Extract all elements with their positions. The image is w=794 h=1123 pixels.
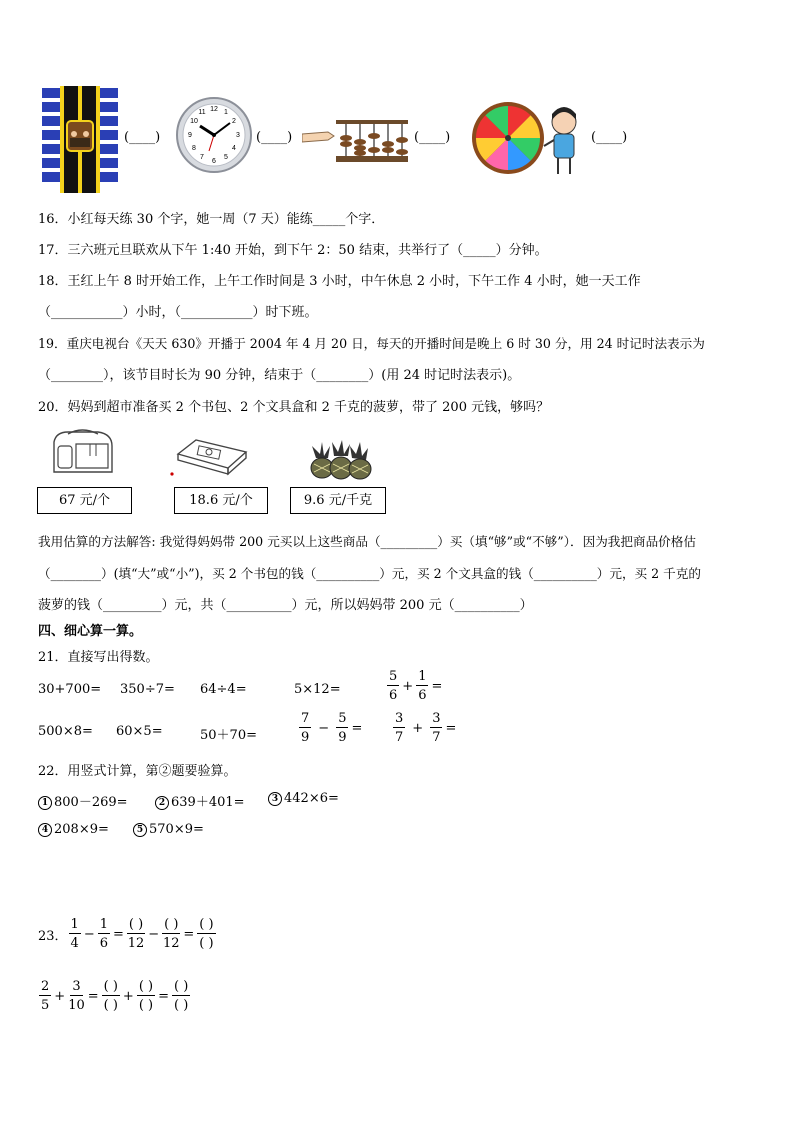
pencil-box-price-box: 18.6 元/个	[174, 487, 268, 514]
q21-item-5: 500×8=	[38, 724, 93, 739]
question-18-line-2: （___________）小时，（___________）时下班。	[38, 305, 318, 320]
svg-text:9: 9	[188, 132, 192, 139]
svg-text:3: 3	[236, 132, 240, 139]
svg-text:2: 2	[232, 118, 236, 125]
schoolbag-price-box: 67 元/个	[37, 487, 132, 514]
svg-text:6: 6	[212, 158, 216, 165]
circled-number: 5	[133, 823, 147, 837]
question-20-answer-line-2: （________）(填“大”或“小”)，买 2 个书包的钱（__________）元，买 2 个文具盒的钱（__________）元，买 2 千克的	[38, 566, 701, 581]
question-17: 17．三六班元旦联欢从下午 1:40 开始，到下午 2：50 结束，共举行了（_____）分钟。	[38, 243, 548, 258]
q22-item-3: 3 442×6=	[268, 791, 339, 806]
q22-item-2: 2 639＋401=	[155, 791, 245, 810]
question-20-title: 20．妈妈到超市准备买 2 个书包、2 个文具盒和 2 千克的菠萝，带了 200 元钱，够吗？	[38, 400, 550, 415]
q21-fraction-item-2: $\frac{7}{9}$ − $\frac{5}{9}$ =	[301, 711, 363, 745]
svg-text:4: 4	[232, 145, 236, 152]
picture-3-answer-blank[interactable]: (____)	[414, 130, 451, 145]
circled-number: 4	[38, 823, 52, 837]
clock-picture	[175, 96, 253, 174]
q22-item-1: 1 800－269=	[38, 791, 128, 810]
svg-text:5: 5	[224, 154, 228, 161]
schoolbag-picture	[46, 428, 118, 480]
picture-1-answer-blank[interactable]: (____)	[124, 130, 161, 145]
q21-item-3: 64÷4=	[200, 682, 247, 697]
circled-number: 1	[38, 796, 52, 810]
q22-item-4: 4 208×9=	[38, 822, 109, 837]
question-16: 16．小红每天练 30 个字，她一周（7 天）能练_____个字．	[38, 212, 385, 227]
question-21-title: 21．直接写出得数。	[38, 650, 159, 665]
pineapple-picture	[308, 438, 374, 480]
question-22-title: 22．用竖式计算，第②题要验算。	[38, 764, 237, 779]
q21-fraction-item-3: $\frac{3}{7}$ + $\frac{3}{7}$ =	[395, 711, 457, 745]
question-18-line-1: 18．王红上午 8 时开始工作，上午工作时间是 3 小时，中午休息 2 小时，下午工作 4 小时，她一天工作	[38, 274, 641, 289]
question-20-answer-line-1: 我用估算的方法解答: 我觉得妈妈带 200 元买以上这些商品（_________）买（填“够”或“不够”）．因为我把商品价格估	[38, 534, 696, 549]
q21-item-2: 350÷7=	[120, 682, 175, 697]
circled-number: 3	[268, 792, 282, 806]
svg-text:11: 11	[198, 109, 206, 116]
q21-item-4: 5×12=	[294, 682, 341, 697]
picture-2-answer-blank[interactable]: (____)	[256, 130, 293, 145]
question-19-line-1: 19．重庆电视台《天天 630》开播于 2004 年 4 月 20 日，每天的开播时间是晚上 6 时 30 分，用 24 时记时法表示为	[38, 336, 705, 351]
q21-item-1: 30+700=	[38, 682, 102, 697]
svg-text:8: 8	[192, 145, 196, 152]
q21-fraction-item-1: $\frac{5}{6}$ + $\frac{1}{6}$ =	[389, 669, 443, 703]
svg-text:1: 1	[224, 109, 228, 116]
abacus-picture	[302, 112, 410, 168]
q21-item-7: 50＋70=	[200, 728, 257, 743]
question-23-row-1: 23． $\frac{1}{4}$ − $\frac{1}{6}$ = $\frac{( )}{12}$ − $\frac{( )}{12}$ = $\frac{( )}{( )}$	[38, 917, 214, 951]
spinner-girl-picture	[470, 98, 586, 178]
question-20-answer-line-3: 菠萝的钱（_________）元，共（__________）元，所以妈妈带 200 元（__________）	[38, 598, 533, 613]
question-19-line-2: （________），该节目时长为 90 分钟，结束于（________）(用 24 时记时法表示)。	[38, 368, 521, 383]
question-23-row-2: $\frac{2}{5}$ + $\frac{3}{10}$ = $\frac{( )}{( )}$ + $\frac{( )}{( )}$ = $\frac{( )}{( )}$	[41, 979, 189, 1013]
svg-text:12: 12	[210, 106, 218, 113]
section-4-heading: 四、细心算一算。	[38, 624, 143, 639]
svg-text:10: 10	[190, 118, 198, 125]
q21-item-6: 60×5=	[116, 724, 163, 739]
pencil-box-picture	[168, 436, 248, 478]
svg-text:7: 7	[200, 154, 204, 161]
q22-item-5: 5 570×9=	[133, 822, 204, 837]
circled-number: 2	[155, 796, 169, 810]
elevator-picture	[42, 86, 118, 193]
pineapple-price-box: 9.6 元/千克	[290, 487, 386, 514]
picture-4-answer-blank[interactable]: (____)	[591, 130, 628, 145]
